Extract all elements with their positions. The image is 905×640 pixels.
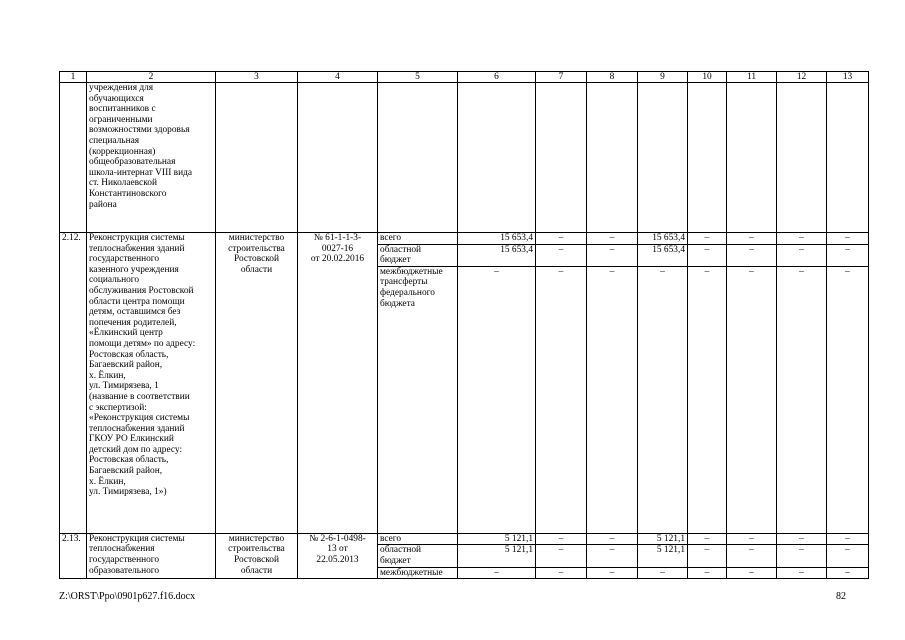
value-cell: – [587,567,638,579]
value-cell: – [688,545,727,567]
value-cell: – [827,533,869,545]
value-cell: – [727,244,777,266]
value-cell: – [536,233,587,245]
funding-source: областной бюджет [378,244,458,266]
col-header: 1 [60,72,87,83]
col-header: 13 [827,72,869,83]
value-cell: – [587,244,638,266]
value-cell: – [827,567,869,579]
value-cell: 15 653,4 [638,233,688,245]
value-cell: – [587,545,638,567]
expertise-doc: № 61-1-1-3- 0027-16 от 20.02.2016 [298,233,378,534]
value-cell: – [727,233,777,245]
col-header: 9 [638,72,688,83]
funding-source: областной бюджет [378,545,458,567]
value-cell: – [777,233,827,245]
col-header: 12 [777,72,827,83]
value-cell: – [536,567,587,579]
footer-file-path: Z:\ORST\Ppo\0901p627.f16.docx [59,591,196,602]
value-cell: – [727,533,777,545]
value-cell: – [587,533,638,545]
value-cell: 15 653,4 [458,233,536,245]
table-row [60,533,869,545]
table-row [60,233,869,245]
funding-source: межбюджетные [378,567,458,579]
value-cell: – [827,266,869,533]
value-cell: – [638,266,688,533]
funding-source: всего [378,233,458,245]
value-cell: – [688,244,727,266]
col-header: 4 [298,72,378,83]
value-cell: – [688,533,727,545]
customer: министерство строительства Ростовской области [216,233,298,534]
value-cell: – [458,266,536,533]
value-cell: – [777,244,827,266]
value-cell: – [827,244,869,266]
value-cell: – [536,266,587,533]
col-header: 6 [458,72,536,83]
value-cell: – [536,533,587,545]
col-header: 5 [378,72,458,83]
col-header: 11 [727,72,777,83]
value-cell: – [727,567,777,579]
value-cell: – [587,233,638,245]
customer: министерство строительства Ростовской области [216,533,298,578]
value-cell: 5 121,1 [638,545,688,567]
value-cell: 5 121,1 [458,545,536,567]
table-row-continuation [60,83,869,233]
page-number: 82 [836,591,846,602]
row-number-cell [60,83,87,233]
value-cell: – [638,567,688,579]
expertise-doc: № 2-6-1-0498- 13 от 22.05.2013 [298,533,378,578]
value-cell: – [727,545,777,567]
value-cell: 5 121,1 [458,533,536,545]
value-cell: – [587,266,638,533]
value-cell: – [688,266,727,533]
value-cell: – [777,533,827,545]
row-number: 2.13. [60,533,87,578]
value-cell: 5 121,1 [638,533,688,545]
value-cell: – [777,545,827,567]
col-header: 2 [87,72,216,83]
object-description: учреждения для обучающихся воспитанников с ограниченными возможностями здоровья специальная (коррекционная) общеобразовательная школа-интернат VIII вида ст. Николаевской Константиновского района [87,83,216,233]
row-number: 2.12. [60,233,87,534]
value-cell: – [777,567,827,579]
value-cell: – [536,244,587,266]
col-header: 7 [536,72,587,83]
value-cell: – [536,545,587,567]
column-number-row [60,72,869,83]
funding-source: всего [378,533,458,545]
value-cell: – [777,266,827,533]
funding-source: межбюджетные трансферты федерального бюджета [378,266,458,533]
col-header: 10 [688,72,727,83]
value-cell: – [458,567,536,579]
value-cell: – [688,233,727,245]
object-description: Реконструкция системы теплоснабжения государственного образовательного [87,533,216,578]
col-header: 8 [587,72,638,83]
value-cell: – [688,567,727,579]
value-cell: 15 653,4 [458,244,536,266]
program-table [59,71,869,579]
value-cell: – [827,233,869,245]
value-cell: 15 653,4 [638,244,688,266]
object-description: Реконструкция системы теплоснабжения зданий государственного казенного учреждения социального обслуживания Ростовской области центра помощи детям, оставшимся без попечения родителей, «Ёлкинский центр помощи детям» по адресу: Ростовская область, Багаевский район, х. Ёлкин, ул. Тимирязева, 1 (название в соответствии с экспертизой: «Реконструкция системы теплоснабжения зданий ГКОУ РО Елкинский детский дом по адресу: Ростовская область, Багаевский район, х. Ёлкин, ул. Тимирязева, 1») [87,233,216,534]
value-cell: – [827,545,869,567]
value-cell: – [727,266,777,533]
col-header: 3 [216,72,298,83]
